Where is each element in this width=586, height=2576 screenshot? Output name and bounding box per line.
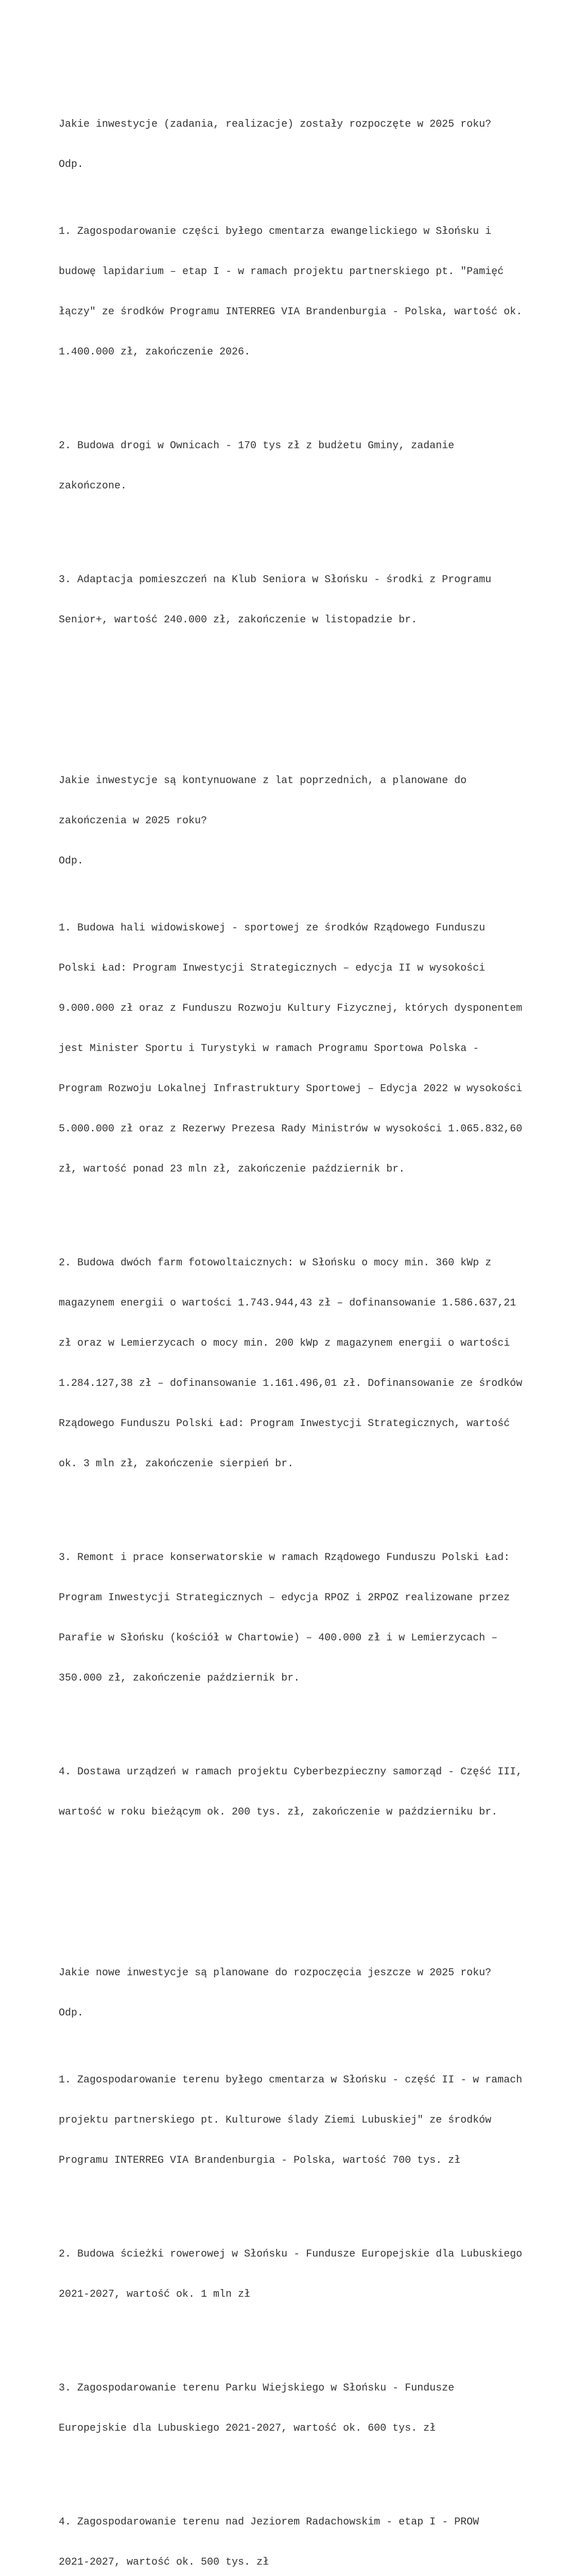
item-line: 3. Adaptacja pomieszczeń na Klub Seniora w Słońsku - środki z Programu xyxy=(59,574,492,586)
item-line: zakończone. xyxy=(59,480,127,492)
item-line: 1. Zagospodarowanie części byłego cmentarza ewangelickiego w Słońsku i xyxy=(59,226,492,238)
item-line: Senior+, wartość 240.000 zł, zakończenie w listopadzie br. xyxy=(59,614,418,626)
item-line: Programu INTERREG VIA Brandenburgia - Polska, wartość 700 tys. zł xyxy=(59,2155,461,2166)
list-item xyxy=(59,413,579,520)
question-line: Jakie inwestycje (zadania, realizacje) zostały rozpoczęte w 2025 roku? xyxy=(59,118,492,130)
question-line: Jakie inwestycje są kontynuowane z lat poprzednich, a planowane do xyxy=(59,775,467,787)
item-line: zł oraz w Lemierzycach o mocy min. 200 kWp z magazynem energii o wartości xyxy=(59,1337,510,1349)
item-line: 2. Budowa ścieżki rowerowej w Słońsku - Fundusze Europejskie dla Lubuskiego xyxy=(59,2248,523,2260)
item-line: wartość w roku bieżącym ok. 200 tys. zł, zakończenie w październiku br. xyxy=(59,1806,498,1818)
list-item xyxy=(59,895,579,1203)
item-line: Rządowego Funduszu Polski Ład: Program Inwestycji Strategicznych, wartość xyxy=(59,1418,510,1430)
list-item xyxy=(59,2221,579,2328)
item-line: 9.000.000 zł oraz z Funduszu Rozwoju Kultury Fizycznej, których dysponentem xyxy=(59,1003,523,1014)
item-line: 2. Budowa dwóch farm fotowoltaicznych: w Słońsku o mocy min. 360 kWp z xyxy=(59,1257,492,1269)
item-line: 2021-2027, wartość ok. 500 tys. zł xyxy=(59,2556,269,2568)
list-item xyxy=(59,547,579,654)
item-line: Program Inwestycji Strategicznych – edycja RPOZ i 2RPOZ realizowane przez xyxy=(59,1592,510,1604)
item-line: 3. Remont i prace konserwatorskie w ramach Rządowego Funduszu Polski Ład: xyxy=(59,1552,510,1564)
list-item xyxy=(59,2355,579,2462)
item-line: Polski Ład: Program Inwestycji Strategicznych – edycja II w wysokości xyxy=(59,962,486,974)
list-item xyxy=(59,2489,579,2576)
list-item xyxy=(59,1739,579,1846)
list-item xyxy=(59,198,579,386)
item-line: 4. Dostawa urządzeń w ramach projektu Cyberbezpieczny samorząd - Część III, xyxy=(59,1766,523,1778)
item-line: 1. Zagospodarowanie terenu byłego cmentarza w Słońsku - część II - w ramach xyxy=(59,2074,523,2086)
question-line: zakończenia w 2025 roku? xyxy=(59,815,208,827)
item-line: 5.000.000 zł oraz z Rezerwy Prezesa Rady Ministrów w wysokości 1.065.832,60 xyxy=(59,1123,523,1135)
item-line: Parafie w Słońsku (kościół w Chartowie) – 400.000 zł i w Lemierzycach – xyxy=(59,1632,498,1644)
item-line: 3. Zagospodarowanie terenu Parku Wiejskiego w Słońsku - Fundusze xyxy=(59,2382,455,2394)
list-item xyxy=(59,1230,579,1498)
item-line: projektu partnerskiego pt. Kulturowe ślady Ziemi Lubuskiej" ze środków xyxy=(59,2114,492,2126)
qa-section-continued xyxy=(59,748,579,1873)
item-line: 2021-2027, wartość ok. 1 mln zł xyxy=(59,2289,251,2300)
item-line: 2. Budowa drogi w Ownicach - 170 tys zł z budżetu Gminy, zadanie xyxy=(59,440,455,452)
qa-section-new-planned xyxy=(59,1940,579,2576)
item-line: 350.000 zł, zakończenie październik br. xyxy=(59,1672,300,1684)
item-line: łączy" ze środków Programu INTERREG VIA Brandenburgia - Polska, wartość ok. xyxy=(59,306,523,318)
answer-label: Odp. xyxy=(59,855,84,867)
item-line: 1.284.127,38 zł – dofinansowanie 1.161.496,01 zł. Dofinansowanie ze środków xyxy=(59,1378,523,1389)
item-line: budowę lapidarium – etap I - w ramach projektu partnerskiego pt. "Pamięć xyxy=(59,266,504,278)
document-body xyxy=(59,38,579,2576)
qa-section-started-2025 xyxy=(59,91,579,681)
item-line: 4. Zagospodarowanie terenu nad Jeziorem Radachowskim - etap I - PROW xyxy=(59,2516,479,2528)
item-line: 1. Budowa hali widowiskowej - sportowej ze środków Rządowego Funduszu xyxy=(59,922,486,934)
item-line: zł, wartość ponad 23 mln zł, zakończenie październik br. xyxy=(59,1163,405,1175)
item-line: ok. 3 mln zł, zakończenie sierpień br. xyxy=(59,1458,294,1470)
item-line: jest Minister Sportu i Turystyki w ramach Programu Sportowa Polska - xyxy=(59,1043,479,1055)
answer-label: Odp. xyxy=(59,2007,84,2019)
answer-label: Odp. xyxy=(59,159,84,171)
item-line: Europejskie dla Lubuskiego 2021-2027, wartość ok. 600 tys. zł xyxy=(59,2422,436,2434)
list-item xyxy=(59,2047,579,2194)
question-line: Jakie nowe inwestycje są planowane do rozpoczęcia jeszcze w 2025 roku? xyxy=(59,1967,492,1979)
item-line: Program Rozwoju Lokalnej Infrastruktury Sportowej – Edycja 2022 w wysokości xyxy=(59,1083,523,1095)
list-item xyxy=(59,1524,579,1712)
item-line: magazynem energii o wartości 1.743.944,43 zł – dofinansowanie 1.586.637,21 xyxy=(59,1297,516,1309)
item-line: 1.400.000 zł, zakończenie 2026. xyxy=(59,346,251,358)
